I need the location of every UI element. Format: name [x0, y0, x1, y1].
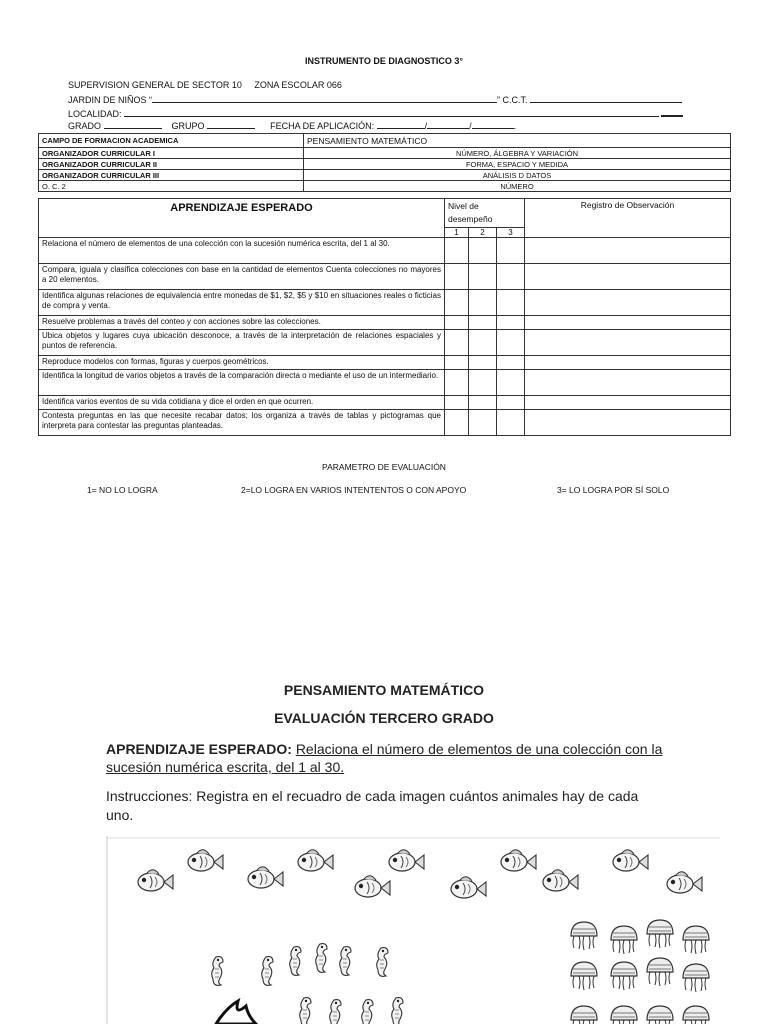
jardin-field[interactable]: [152, 93, 497, 103]
level-3-cell[interactable]: [497, 396, 525, 410]
campo-label: CAMPO DE FORMACION ACADEMICA: [39, 134, 304, 148]
level-3-cell[interactable]: [497, 264, 525, 290]
level-2-cell[interactable]: [469, 410, 497, 436]
criterion-text: Resuelve problemas a través del conteo y con acciones sobre las colecciones.: [39, 316, 445, 330]
registro-cell[interactable]: [525, 238, 731, 264]
level-2-cell[interactable]: [469, 290, 497, 316]
registro-cell[interactable]: [525, 370, 731, 396]
parametro-1: 1= NO LO LOGRA: [87, 485, 158, 495]
criterion-text: Identifica la longitud de varios objetos a través de la comparación directa o mediante el uso de un intermediario.: [39, 370, 445, 396]
header-grado-line: [68, 119, 516, 131]
oc-value: NÚMERO: [304, 181, 731, 192]
campo-value: PENSAMIENTO MATEMÁTICO: [304, 134, 731, 148]
parametro-title: PARAMETRO DE EVALUACIÓN: [322, 462, 446, 472]
level-1-cell[interactable]: [445, 238, 469, 264]
organizador-label: ORGANIZADOR CURRICULAR I: [39, 148, 304, 159]
header-jardin-line: [68, 93, 682, 105]
table-row: [39, 264, 731, 290]
criterion-text: Contesta preguntas en las que necesite recabar datos; los organiza a través de tablas y pictogramas que interpreta para contestar las preguntas planteadas.: [39, 410, 445, 436]
level-3-cell[interactable]: [497, 370, 525, 396]
grupo-field[interactable]: [207, 119, 255, 129]
grado-label: GRADO: [68, 121, 102, 131]
level-2-cell[interactable]: [469, 356, 497, 370]
level-3-header: 3: [497, 228, 525, 238]
table-row: [39, 330, 731, 356]
instrucciones-text: Instrucciones: Registra en el recuadro de cada imagen cuántos animales hay de cada uno.: [106, 788, 639, 823]
level-3-cell[interactable]: [497, 316, 525, 330]
organizador-value: FORMA, ESPACIO Y MEDIDA: [304, 159, 731, 170]
localidad-field-end: [661, 106, 683, 117]
registro-cell[interactable]: [525, 410, 731, 436]
jardin-label: JARDIN DE NIÑOS “: [68, 95, 153, 105]
animals-picture: [106, 836, 720, 1024]
table-row: [39, 316, 731, 330]
jellyfish-group: [571, 920, 709, 1024]
level-1-cell[interactable]: [445, 290, 469, 316]
grado-field[interactable]: [104, 119, 162, 129]
criterion-text: Identifica varios eventos de su vida cotidiana y dice el orden en que ocurren.: [39, 396, 445, 410]
fecha-month-field[interactable]: [424, 119, 469, 131]
level-1-cell[interactable]: [445, 316, 469, 330]
fecha-slash-2: /: [469, 121, 472, 131]
zona-label: ZONA ESCOLAR 066: [254, 80, 342, 90]
table-row: [39, 370, 731, 396]
fecha-period: .: [513, 121, 517, 131]
organizador-row: [39, 159, 731, 170]
registro-cell[interactable]: [525, 356, 731, 370]
localidad-field[interactable]: [124, 107, 659, 117]
level-1-cell[interactable]: [445, 264, 469, 290]
level-2-cell[interactable]: [469, 370, 497, 396]
table-row: [39, 290, 731, 316]
cct-label: ” C.C.T.: [497, 95, 528, 105]
fecha-slash-1: /: [424, 121, 428, 131]
campo-row: [39, 134, 731, 148]
fecha-label: FECHA DE APLICACIÓN:: [270, 121, 375, 131]
criterion-text: Ubica objetos y lugares cuya ubicación desconoce, a través de la interpretación de relaciones espaciales y puntos de referencia.: [39, 330, 445, 356]
level-3-cell[interactable]: [497, 290, 525, 316]
supervision-label: SUPERVISION GENERAL DE SECTOR 10: [68, 80, 242, 90]
table-row: [39, 396, 731, 410]
organizador-row: [39, 148, 731, 159]
nivel-header: Nivel de desempeño: [445, 199, 525, 228]
level-2-cell[interactable]: [469, 264, 497, 290]
level-3-cell[interactable]: [497, 330, 525, 356]
level-1-cell[interactable]: [445, 396, 469, 410]
level-1-cell[interactable]: [445, 330, 469, 356]
organizador-row: [39, 170, 731, 181]
fecha-day-field[interactable]: [377, 119, 425, 129]
criterion-text: Compara, iguala y clasifica colecciones con base en la cantidad de elementos Cuenta colecciones no mayores a 20 elementos.: [39, 264, 445, 290]
organizador-label: ORGANIZADOR CURRICULAR II: [39, 159, 304, 170]
registro-cell[interactable]: [525, 290, 731, 316]
aprendizaje-text: Relaciona el número de elementos de una colección con la sucesión numérica escrita, del 1 al 30.: [106, 741, 663, 775]
criterion-text: Identifica algunas relaciones de equivalencia entre monedas de $1, $2, $5 y $10 en situaciones reales o ficticias de compra y venta.: [39, 290, 445, 316]
level-2-cell[interactable]: [469, 238, 497, 264]
level-3-cell[interactable]: [497, 410, 525, 436]
level-1-cell[interactable]: [445, 410, 469, 436]
localidad-label: LOCALIDAD:: [68, 109, 122, 119]
registro-cell[interactable]: [525, 396, 731, 410]
table-row: [39, 410, 731, 436]
oc-label: O. C. 2: [39, 181, 304, 192]
level-2-cell[interactable]: [469, 330, 497, 356]
criterion-text: Relaciona el número de elementos de una colección con la sucesión numérica escrita, del 1 al 30.: [39, 238, 445, 264]
aprendizaje-table: [38, 198, 731, 436]
registro-header: Registro de Observación: [525, 199, 731, 238]
header-localidad-line: [68, 106, 683, 119]
criterion-text: Reproduce modelos con formas, figuras y cuerpos geométricos.: [39, 356, 445, 370]
fish-group: [138, 850, 702, 898]
header-supervision-line: [68, 80, 342, 90]
section-subtitle: EVALUACIÓN TERCERO GRADO: [274, 710, 494, 726]
level-1-header: 1: [445, 228, 469, 238]
organizador-label: ORGANIZADOR CURRICULAR III: [39, 170, 304, 181]
table-row: [39, 356, 731, 370]
level-2-cell[interactable]: [469, 396, 497, 410]
document-title: INSTRUMENTO DE DIAGNOSTICO 3°: [305, 56, 463, 66]
campo-formacion-table: [38, 133, 731, 192]
parametro-2: 2=LO LOGRA EN VARIOS INTENTENTOS O CON APOYO: [241, 485, 467, 495]
level-1-cell[interactable]: [445, 356, 469, 370]
cct-field[interactable]: [530, 93, 682, 103]
organizador-value: NÚMERO, ÁLGEBRA Y VARIACIÓN: [304, 148, 731, 159]
level-2-header: 2: [469, 228, 497, 238]
level-3-cell[interactable]: [497, 356, 525, 370]
table-header-row: [39, 199, 731, 228]
level-3-cell[interactable]: [497, 238, 525, 264]
aprendizaje-block: [106, 740, 686, 776]
registro-cell[interactable]: [525, 264, 731, 290]
level-2-cell[interactable]: [469, 316, 497, 330]
organizador-value: ANÁLISIS D DATOS: [304, 170, 731, 181]
level-1-cell[interactable]: [445, 370, 469, 396]
grupo-label: GRUPO: [171, 121, 205, 131]
section-title: PENSAMIENTO MATEMÁTICO: [283, 682, 485, 698]
fecha-year-field[interactable]: [472, 119, 514, 129]
oc-row: [39, 181, 731, 192]
fish-tail-illustration: [216, 1001, 256, 1024]
parametro-3: 3= LO LOGRA POR SÍ SOLO: [557, 485, 670, 495]
aprendizaje-label: APRENDIZAJE ESPERADO:: [106, 741, 292, 757]
aprendizaje-header: APRENDIZAJE ESPERADO: [39, 199, 445, 238]
table-row: [39, 238, 731, 264]
registro-cell[interactable]: [525, 316, 731, 330]
registro-cell[interactable]: [525, 330, 731, 356]
